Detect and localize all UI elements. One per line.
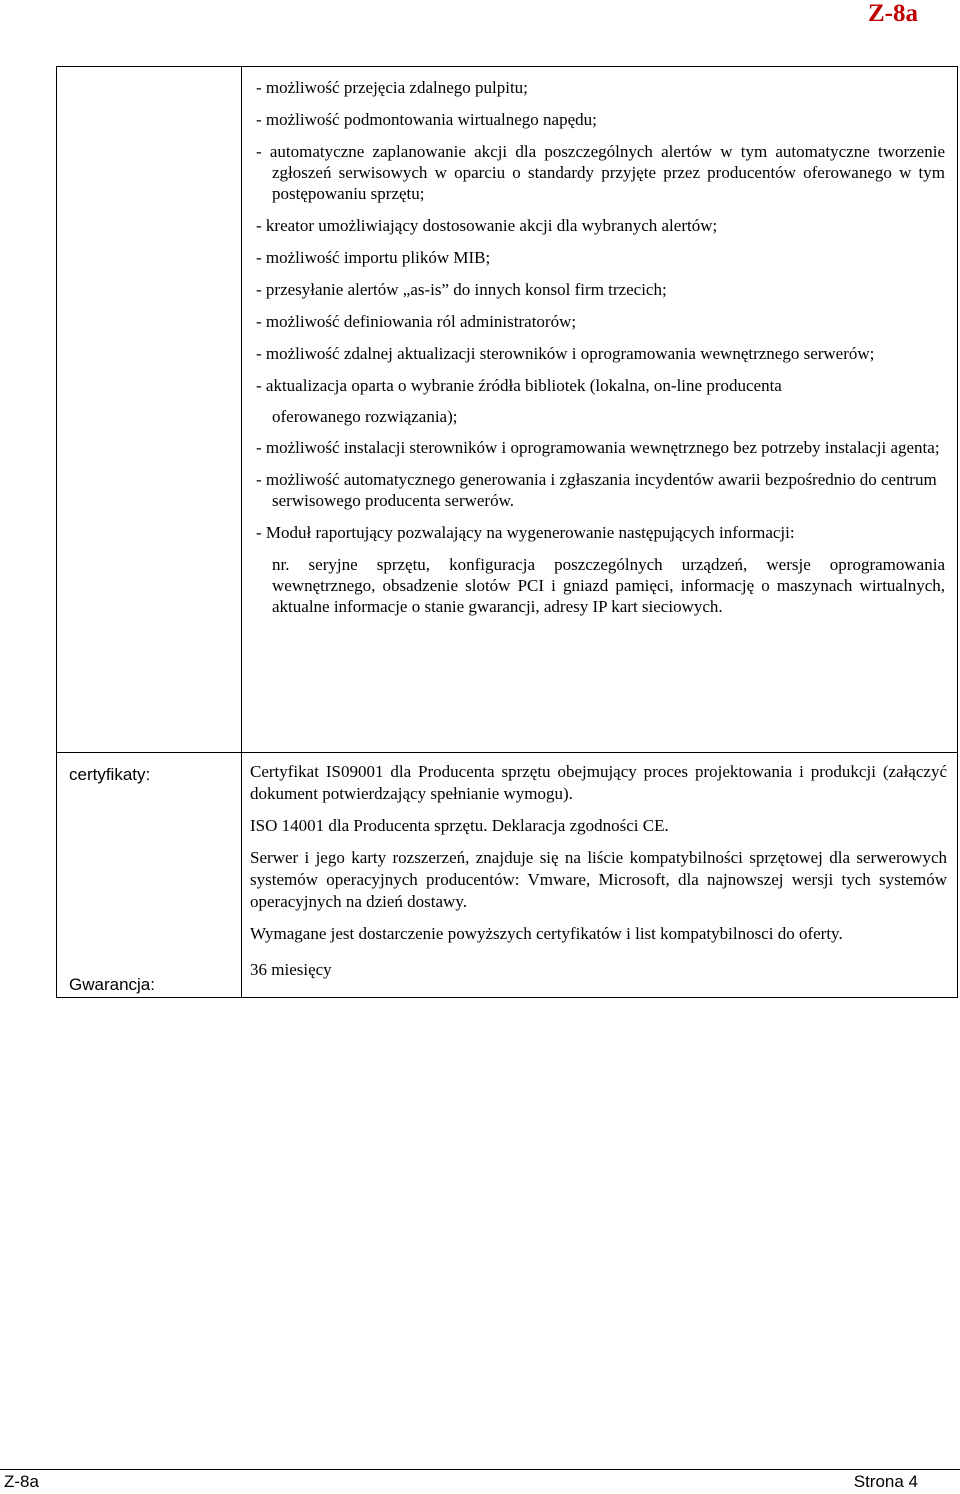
list-item: - Moduł raportujący pozwalający na wygenerowanie następujących informacji: xyxy=(256,523,795,542)
certificate-paragraph: Certyfikat IS09001 dla Producenta sprzętu obejmujący proces projektowania i produkcji (załączyć dokument potwierdzający spełnianie wymogu). xyxy=(250,762,947,803)
list-item: - przesyłanie alertów „as-is” do innych konsol firm trzecich; xyxy=(256,280,667,299)
warranty-label: Gwarancja: xyxy=(69,975,155,994)
document-code: Z-8a xyxy=(868,0,918,27)
list-item-continuation: oferowanego rozwiązania); xyxy=(272,407,458,426)
report-details: nr. seryjne sprzętu, konfiguracja poszczególnych urządzeń, wersje oprogramowania wewnętrznego, obsadzenie slotów PCI i gniazd pamięci, informację o maszynach wirtualnych, aktualne informacje o stanie gwarancji, adresy IP kart sieciowych. xyxy=(272,555,945,616)
certificate-paragraph: ISO 14001 dla Producenta sprzętu. Deklaracja zgodności CE. xyxy=(250,816,669,835)
empty-label-cell xyxy=(57,67,242,753)
list-item: - możliwość zdalnej aktualizacji sterowników i oprogramowania wewnętrznego serwerów; xyxy=(256,344,875,363)
list-item: - możliwość definiowania ról administratorów; xyxy=(256,312,577,331)
list-item: - możliwość przejęcia zdalnego pulpitu; xyxy=(256,78,528,97)
list-item: - możliwość podmontowania wirtualnego napędu; xyxy=(256,110,597,129)
spec-list xyxy=(242,67,957,641)
spec-cell xyxy=(242,67,958,753)
table-row xyxy=(57,67,958,753)
page-footer xyxy=(0,1469,960,1494)
list-item: - kreator umożliwiający dostosowanie akcji dla wybranych alertów; xyxy=(256,216,718,235)
page-number: Strona 4 xyxy=(853,1472,918,1491)
certificate-paragraph: Serwer i jego karty rozszerzeń, znajduje się na liście kompatybilności sprzętowej dla serwerowych systemów operacyjnych producentów: Vmware, Microsoft, dla najnowszej wersji tych systemów operacyjnych na dzień dostawy. xyxy=(250,848,947,911)
list-item: - możliwość importu plików MIB; xyxy=(256,248,491,267)
certificate-paragraph: Wymagane jest dostarczenie powyższych certyfikatów i list kompatybilnosci do oferty. xyxy=(250,924,843,943)
certificates-content xyxy=(242,753,957,997)
label-cell xyxy=(57,753,242,998)
specification-table xyxy=(56,66,958,998)
list-item: - aktualizacja oparta o wybranie źródła bibliotek (lokalna, on-line producenta xyxy=(256,376,782,395)
list-item: - możliwość instalacji sterowników i oprogramowania wewnętrznego bez potrzeby instalacji agenta; xyxy=(256,438,940,457)
table-row xyxy=(57,753,958,998)
footer-code: Z-8a xyxy=(4,1472,39,1491)
content-cell xyxy=(242,753,958,998)
warranty-value: 36 miesięcy xyxy=(250,960,332,979)
list-item: - automatyczne zaplanowanie akcji dla poszczególnych alertów w tym automatyczne tworzenie zgłoszeń serwisowych w oparciu o standardy przyjęte przez producentów oferowanego w tym postępowaniu sprzętu; xyxy=(256,142,945,203)
list-item: - możliwość automatycznego generowania i zgłaszania incydentów awarii bezpośrednio do centrum serwisowego producenta serwerów. xyxy=(256,470,937,510)
certificates-label: certyfikaty: xyxy=(69,765,151,784)
